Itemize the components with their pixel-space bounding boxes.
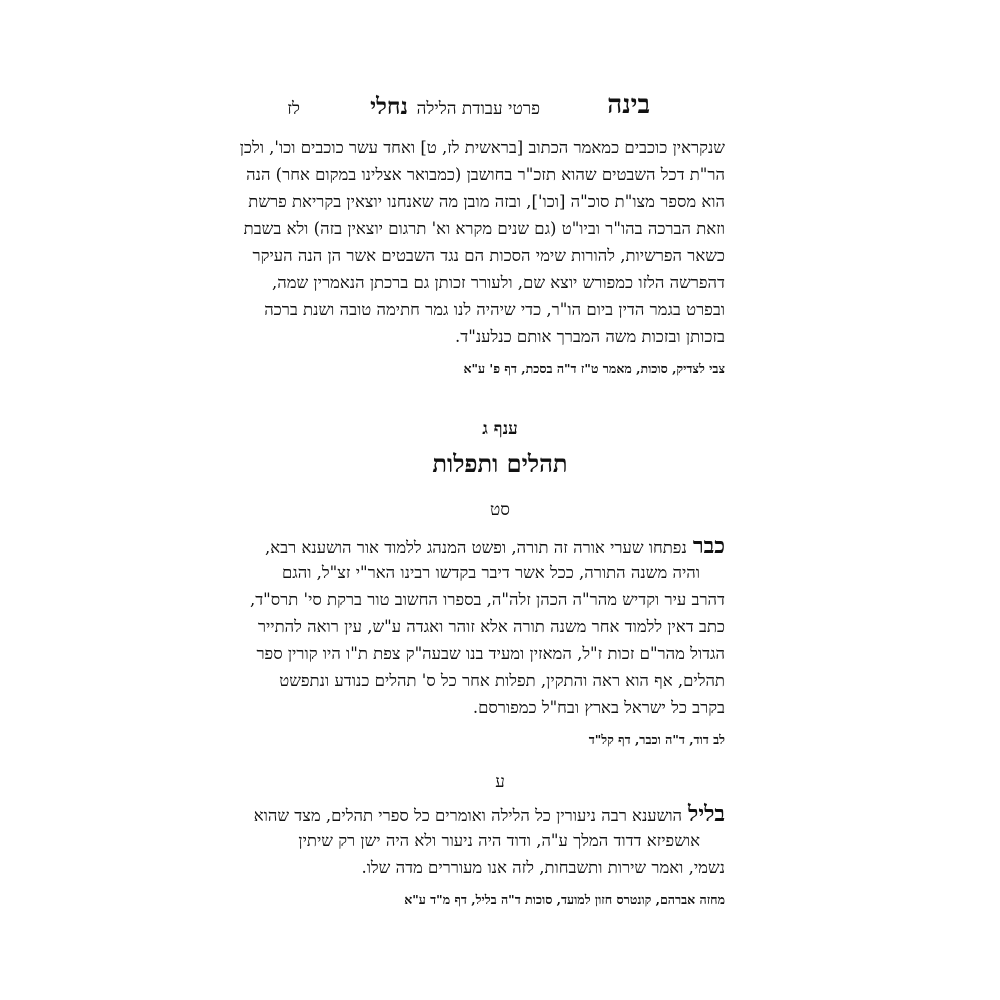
source-citation: לב דוד, ד"ה וכבר, דף קל"ד [588, 732, 725, 747]
header-section-title: פרטי עבודת הלילה [416, 99, 540, 119]
text-line: בזכותן ובזכות משה המברך אותם כנלענ"ד. [455, 327, 725, 346]
text-line [254, 803, 725, 827]
opening-word: כבר [692, 533, 725, 559]
text-line: וזאת הברכה בהו"ר וביו"ט (גם שנים מקרא וא' תרגום יוצאין בזה) ולא בשבת [243, 219, 725, 238]
text-line: שנקראין כוכבים כמאמר הכתוב [בראשית לז, ט] ואחד עשר כוכבים וכו', ולכן [239, 138, 725, 157]
first-line-text: הושענא רבה ניעורין כל הלילה ואומרים כל ספרי תהלים, מצד שהוא [253, 806, 683, 825]
text-line: דהרב עיר וקדיש מהר"ה הכהן זלה"ה, בספרו החשוב טור ברקת סי' תרס"ד, [249, 590, 725, 609]
opening-word: בליל [688, 801, 725, 827]
text-line: כתב דאין ללמוד אחר משנה תורה אלא זוהר ואגדה ע"ש, עין רואה להתייר [257, 617, 725, 636]
text-line [265, 535, 725, 559]
source-citation: מחזה אברהם, קונטרס חזון למועד, סוכות ד"ה בליל, דף מ"ד ע"א [404, 892, 725, 907]
text-line: נשמי, ואמר שירות ותשבחות, לזה אנו מעוררים מדה שלו. [361, 858, 725, 877]
paragraph-number: סט [490, 500, 510, 520]
paragraph-number: ע [495, 772, 505, 792]
text-line: בקרב כל ישראל בארץ ובח"ל כמפורסם. [472, 698, 725, 717]
text-line: והיה משנה התורה, ככל אשר דיבר בקדשו רבינו האר"י זצ"ל, והגם [281, 563, 700, 582]
text-line: הוא מספר מצו"ת סוכ"ה [וכו'], ובזה מובן מה שאנחנו יוצאין בקריאת פרשת [248, 192, 725, 211]
text-line: הר"ת דכל השבטים שהוא תזכ"ר בחושבן (כמבואר אצלינו במקום אחר) הנה [246, 165, 725, 184]
text-line: הגדול מהר"ם זכות ז"ל, המאזין ומעיד בנו שבעה"ק צפת ת"ו היו קורין ספר [256, 644, 725, 663]
source-citation: צבי לצדיק, סוכות, מאמר ט"ז ד"ה בסכת, דף פ' ע"א [463, 361, 725, 376]
text-line: כשאר הפרשיות, להורות שימי הסכות הם נגד השבטים אשר הן הנה העיקר [252, 246, 725, 265]
chapter-title: תהלים ותפלות [432, 449, 568, 478]
page-number: לז [287, 99, 300, 119]
header-volume: נחלי [370, 93, 408, 120]
text-line: דהפרשה הלזו כמפורש יוצא שם, ולעורר זכותן גם ברכתן הנאמרין שמה, [271, 273, 725, 292]
text-line: ובפרט בגמר הדין ביום הו"ר, כדי שיהיה לנו גמר חתימה טובה ושנת ברכה [264, 300, 725, 319]
text-line: אושפיזא דדוד המלך ע"ה, ודוד היה ניעור ולא היה ישן רק שיתין [298, 831, 700, 850]
chapter-label: ענף ג [482, 419, 518, 439]
first-line-text: נפתחו שערי אורה זה תורה, ופשט המנהג ללמוד אור הושענא רבא, [265, 538, 687, 557]
header-book-title: בינה [607, 90, 650, 120]
text-line: תהלים, אף הוא ראה והתקין, תפלות אחר כל ס' תהלים כנודע ונתפשט [279, 671, 725, 690]
